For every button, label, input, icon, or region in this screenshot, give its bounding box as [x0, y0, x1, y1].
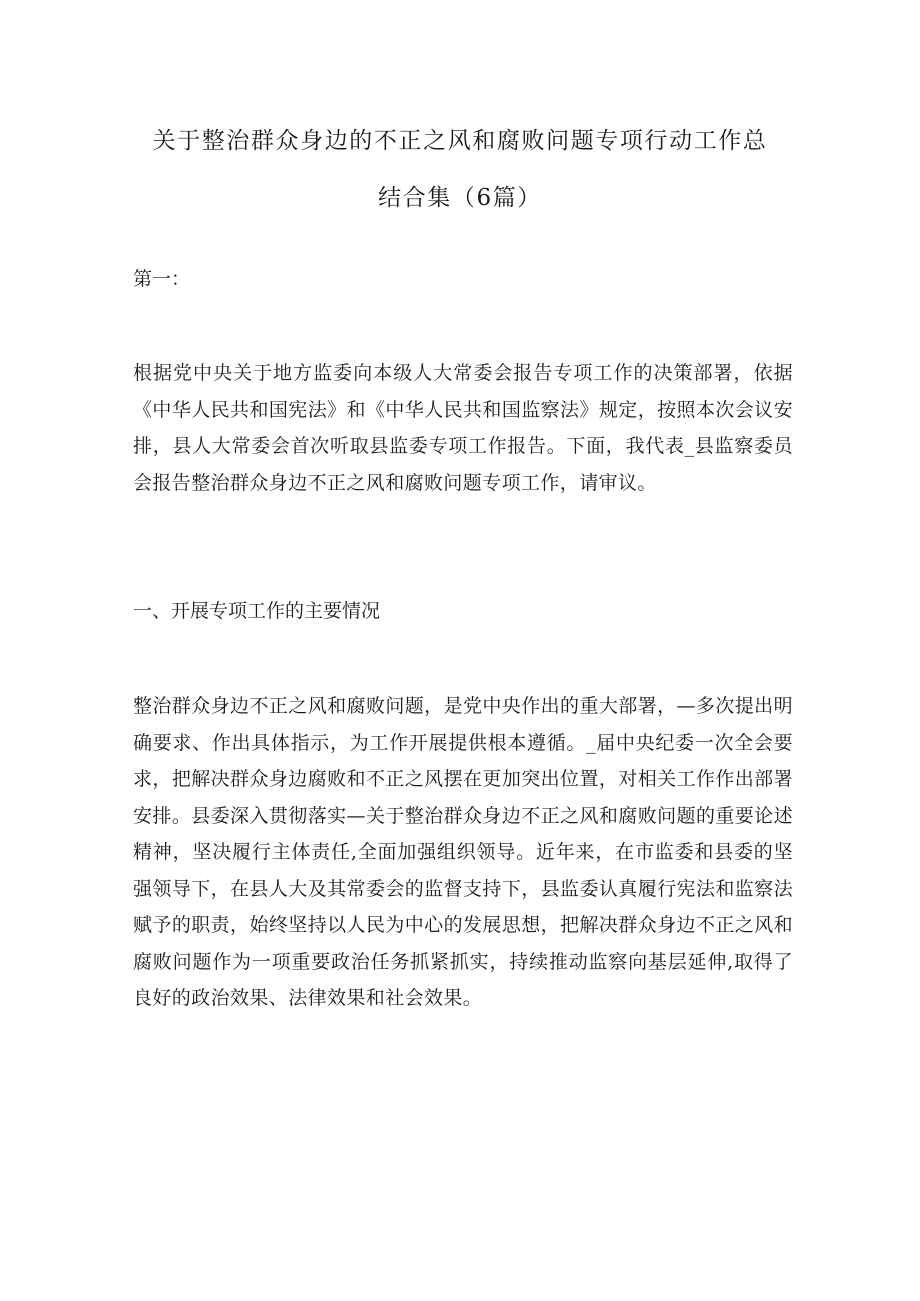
- document-title-line-2: 结合集（6篇）: [378, 185, 542, 211]
- section-heading: 一、开展专项工作的主要情况: [133, 600, 381, 622]
- paragraph-intro: 根据党中央关于地方监委向本级人大常委会报告专项工作的决策部署，依据《中华人民共和国宪法》和《中华人民共和国监察法》规定，按照本次会议安排，县人大常委会首次听取县监委专项工作报告。下面，我代表_县监察委员会报告整治群众身边不正之风和腐败问题专项工作，请审议。: [133, 362, 793, 494]
- document-title-line-1: 关于整治群众身边的不正之风和腐败问题专项行动工作总: [152, 128, 768, 154]
- section-label: 第一：: [133, 268, 191, 290]
- paragraph-main-situation: 整治群众身边不正之风和腐败问题，是党中央作出的重大部署，—多次提出明确要求、作出具体指示，为工作开展提供根本遵循。_届中央纪委一次全会要求，把解决群众身边腐败和不正之风摆在更加突出位置，对相关工作作出部署安排。县委深入贯彻落实—关于整治群众身边不正之风和腐败问题的重要论述精神，坚决履行主体责任,全面加强组织领导。近年来，在市监委和县委的坚强领导下，在县人大及其常委会的监督支持下，县监委认真履行宪法和监察法赋予的职责，始终坚持以人民为中心的发展思想，把解决群众身边不正之风和腐败问题作为一项重要政治任务抓紧抓实，持续推动监察向基层延伸,取得了良好的政治效果、法律效果和社会效果。: [133, 695, 793, 1009]
